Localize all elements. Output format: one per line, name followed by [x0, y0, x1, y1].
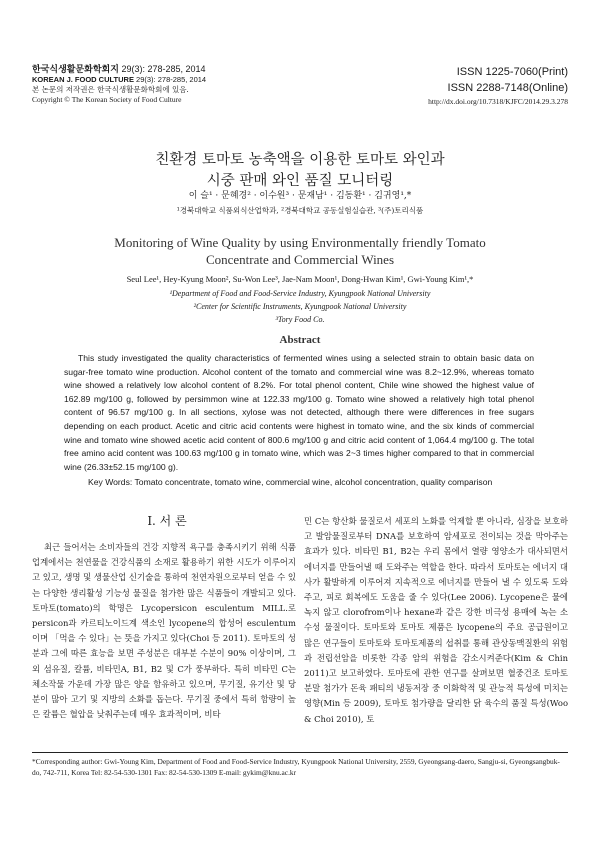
section-title: I. 서 론 [147, 514, 187, 528]
authors-korean: 이 슬¹ · 문혜경² · 이수원³ · 문재남¹ · 김동환¹ · 김귀영¹,* [188, 191, 412, 201]
authors-english: Seul Lee¹, Hey-Kyung Moon², Su-Won Lee³, Jae-Nam Moon¹, Dong-Hwan Kim¹, Gwi-Young Kim¹,* [126, 274, 474, 284]
title-ko-line2: 시중 판매 와인 품질 모니터링 [206, 173, 394, 189]
title-en-line1: Monitoring of Wine Quality by using Environmentally friendly Tomato [114, 235, 486, 250]
copyright-ko: 본 논문의 저작권은 한국식생활문화학회에 있음. [32, 85, 189, 94]
title-en-line2: Concentrate and Commercial Wines [205, 252, 395, 267]
issn-block [328, 64, 568, 107]
body-column-left: 최근 들어서는 소비자들의 건강 지향적 욕구를 충족시키기 위해 식품업계에서는 천연물을 건강식품의 소재로 활용하기 위한 시도가 이루어지고 있고, 생명 및 생물산업 신기술을 통하여 천연자원으로부터 얻을 수 있는 다양한 생리활성 기능성 물질을 첨가한 많은 식품들이 개발되고 있다. 토마토(tomato)의 학명은 Lycopersicon esculentum MILL.로 persicon과 카르티노이드계 색소인 lycopene의 합성어 esculentum이며 「먹을 수 있다」는 뜻을 가지고 있다(Choi 등 2011). 토마토의 성분과 그에 따른 효능을 보면 주성분은 대부분 수분이 90% 이상이며, 그 외 섬유질, 칼륨, 비타민A, B1, B2 및 C가 풍부하다. 특히 비타민 C는 체소작물 가운데 가장 많은 양을 함유하고 있으며, 무기질, 유기산 및 당분이 많아 고기 및 지방의 소화를 돕는다. 무기질 중에서 특히 함량이 높은 칼륨은 혈압을 낮춰주는데 매우 효과적이며, 비타 [32, 542, 296, 720]
issn-print: ISSN 1225-7060(Print) [456, 66, 568, 78]
journal-en-volume: 29(3): 278-285, 2014 [136, 75, 207, 84]
corresponding-author-footnote: *Corresponding author: Gwi-Young Kim, Department of Food and Food-Service Industry, Kyungpook National University, 2559, Gyeongsang-daero, Sangju-si, Gyeongsangbuk-do, 742-711, Korea Tel: 82-54-530-1301 Fax: 82-54-530-1309 E-mail: gykim@knu.ac.kr [32, 757, 560, 777]
title-ko-line1: 친환경 토마토 농축액을 이용한 토마토 와인과 [155, 152, 445, 168]
journal-ko-title: 한국식생활문화학회지 [32, 64, 119, 74]
affiliation-2: ²Center for Scientific Instruments, Kyungpook National University [193, 302, 407, 311]
copyright-en: Copyright © The Korean Society of Food Culture [32, 95, 182, 104]
body-column-right: 민 C는 항산화 물질로서 세포의 노화를 억제할 뿐 아니라, 심장을 보호하고 발암물질로부터 DNA를 보호하여 암세포로 전이되는 것을 막아주는 효과가 있다. 비타민 B1, B2는 우리 몸에서 열량 영양소가 대사되면서 에너지를 만들어낼 때 도와주는 역할을 한다. 따라서 토마토는 에너지 대사가 활발하게 이루어져 지속적으로 에너지를 만들어 낼 수 있도록 도와주고, 피로 회복에도 도움을 줄 수 있다(Lee 2006). Lycopene은 물에 녹지 않고 clorofrom이나 hexane과 같은 강한 비극성 용매에 녹는 소수성 물질이다. 토마토와 토마토 제품은 lycopene의 주요 공급원이고 많은 연구들이 토마토와 토마토제품의 섭취를 통해 관상동맥질환의 위험과 전립선암을 비롯한 각종 암의 위험을 감소시켜준다(Kim & Chin 2011)고 보고하였다. 토마토에 관한 연구를 살펴보면 혈중건조 토마토 분말 첨가가 돈육 패티의 냉동저장 중 이화학적 및 관능적 특성에 미치는 영향(Min 등 2009), 토마토 첨가량을 달리한 닭 육수의 품질 특성(Woo & Choi 2010), 토 [304, 516, 568, 724]
footnote-divider [32, 752, 568, 753]
abstract-heading: Abstract [279, 334, 321, 346]
affiliations-korean: ¹경북대학교 식품외식산업학과, ²경북대학교 공동실험실습관, ³(주)토리식품 [176, 206, 424, 215]
keywords: Key Words: Tomato concentrate, tomato wine, commercial wine, alcohol concentration, quality comparison [88, 477, 493, 487]
affiliation-1: ¹Department of Food and Food-Service Industry, Kyungpook National University [169, 289, 431, 298]
journal-ko-volume: 29(3): 278-285, 2014 [121, 64, 206, 74]
issn-online: ISSN 2288-7148(Online) [447, 82, 568, 94]
journal-header [32, 64, 352, 105]
title-english [0, 234, 600, 268]
affiliations-english [0, 287, 600, 326]
abstract-body: This study investigated the quality characteristics of fermented wines using a selected strain to obtain basic data on sugar-free tomato wine production. Alcohol content of the tomato and commercial wine was 8.2~12.9%, whereas tomato wine showed a relatively low alcohol content of 8.2%. For total phenol content, Chile wine showed the highest value of 162.89 mg/100 g, followed by persimmon wine at 122.33 mg/100 g. Tomato wine showed a relatively high total phenol content of 96.57 mg/100 g. In all sections, xylose was not detected, although there were differences in free sugars depending on each product. Acetic and citric acid contents were highest in tomato wine, and the six kinds of commercial wine and tomato wine showed acetic acid content of 800.6 mg/100 g and citric acid content of 1,064.4 mg/100 g. The total free amino acid content was 100.63 mg/100 g in tomato wine, which was 2~3 times higher compared to that in commercial wine (26.33±52.15 mg/100 g). [64, 353, 534, 472]
journal-name-en [32, 75, 352, 85]
title-korean [0, 150, 600, 192]
doi-link[interactable]: http://dx.doi.org/10.7318/KJFC/2014.29.3.278 [428, 97, 568, 106]
journal-name-ko [32, 64, 352, 75]
affiliation-3: ³Tory Food Co. [275, 315, 325, 324]
journal-en-title: KOREAN J. FOOD CULTURE [32, 75, 134, 84]
